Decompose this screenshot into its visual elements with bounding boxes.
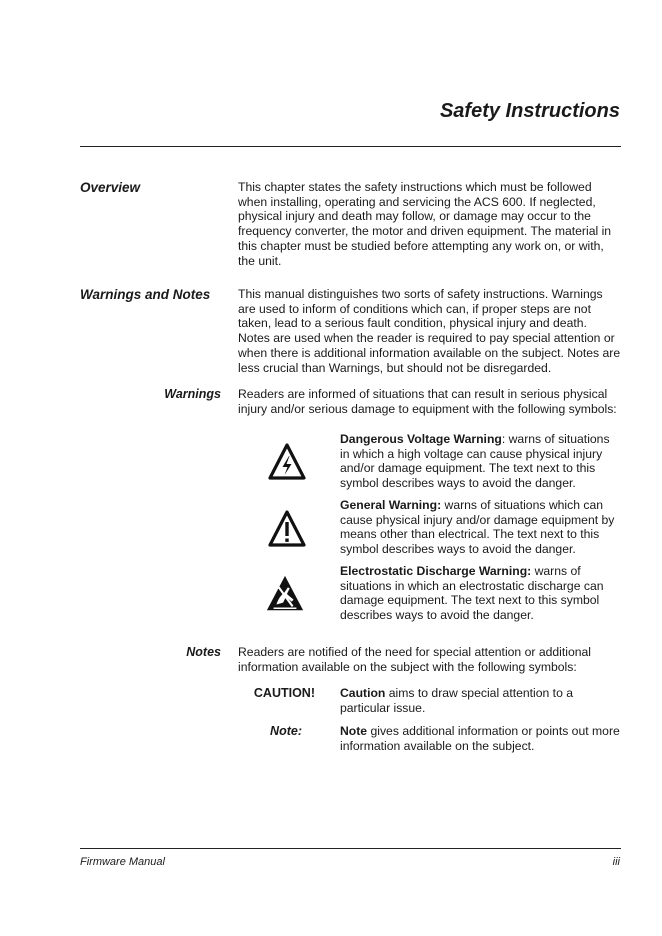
voltage-warning-title: Dangerous Voltage Warning	[340, 432, 502, 446]
caution-title: Caution	[340, 686, 386, 700]
general-warning-icon	[267, 509, 307, 549]
footer-manual-name: Firmware Manual	[80, 856, 165, 868]
caution-text	[340, 686, 622, 715]
warnings-notes-heading: Warnings and Notes	[80, 287, 211, 302]
general-warning-description: warns of situations which can cause physical injury and/or damage equipment by means other than electrical. The text next to this symbol describes ways to avoid the danger.	[340, 498, 615, 557]
note-text	[340, 724, 622, 753]
warnings-notes-text: This manual distinguishes two sorts of safety instructions. Warnings are used to inform of conditions which can, if proper steps are not taken, lead to a serious fault condition, physical injury and death. Notes are used when the reader is required to pay special attention or when there is additional information available on the subject. Notes are less crucial than Warnings, but should not be disregarded.	[238, 287, 621, 375]
overview-text: This chapter states the safety instructions which must be followed when installing, operating and servicing the ACS 600. If neglected, physical injury and death may follow, or damage may occur to the frequency converter, the motor and driven equipment. The material in this chapter must be studied before attempting any work on, or with, the unit.	[238, 180, 612, 268]
caution-description: aims to draw special attention to a particular issue.	[340, 686, 574, 715]
notes-subheading: Notes	[186, 645, 221, 659]
note-description: gives additional information or points out more information available on the subject.	[340, 724, 620, 753]
electrostatic-discharge-icon	[265, 574, 305, 614]
note-label: Note:	[270, 724, 302, 738]
esd-warning-text	[340, 564, 622, 623]
overview-heading: Overview	[80, 180, 141, 195]
warnings-intro: Readers are informed of situations that can result in serious physical injury and/or serious damage to equipment with the following symbols:	[238, 387, 617, 416]
voltage-warning-separator: :	[501, 432, 506, 446]
high-voltage-warning-icon	[267, 442, 307, 482]
esd-warning-title: Electrostatic Discharge Warning:	[340, 564, 532, 578]
page-title: Safety Instructions	[439, 100, 620, 122]
voltage-warning-text	[340, 432, 622, 491]
caution-label: CAUTION!	[253, 686, 315, 700]
general-warning-text	[340, 498, 622, 557]
voltage-warning-description: warns of situations in which a high voltage can cause physical injury and/or damage equipment. The text next to this symbol describes ways to avoid the danger.	[340, 432, 610, 491]
footer-rule	[80, 848, 621, 849]
notes-intro: Readers are notified of the need for special attention or additional information available on the subject with the following symbols:	[238, 645, 591, 674]
general-warning-title: General Warning:	[340, 498, 442, 512]
header-rule	[80, 146, 621, 147]
warnings-subheading: Warnings	[164, 387, 221, 401]
esd-warning-description: warns of situations in which an electrostatic discharge can damage equipment. The text next to this symbol describes ways to avoid the danger.	[340, 564, 604, 623]
footer-page-number: iii	[612, 856, 620, 868]
note-title: Note	[340, 724, 368, 738]
